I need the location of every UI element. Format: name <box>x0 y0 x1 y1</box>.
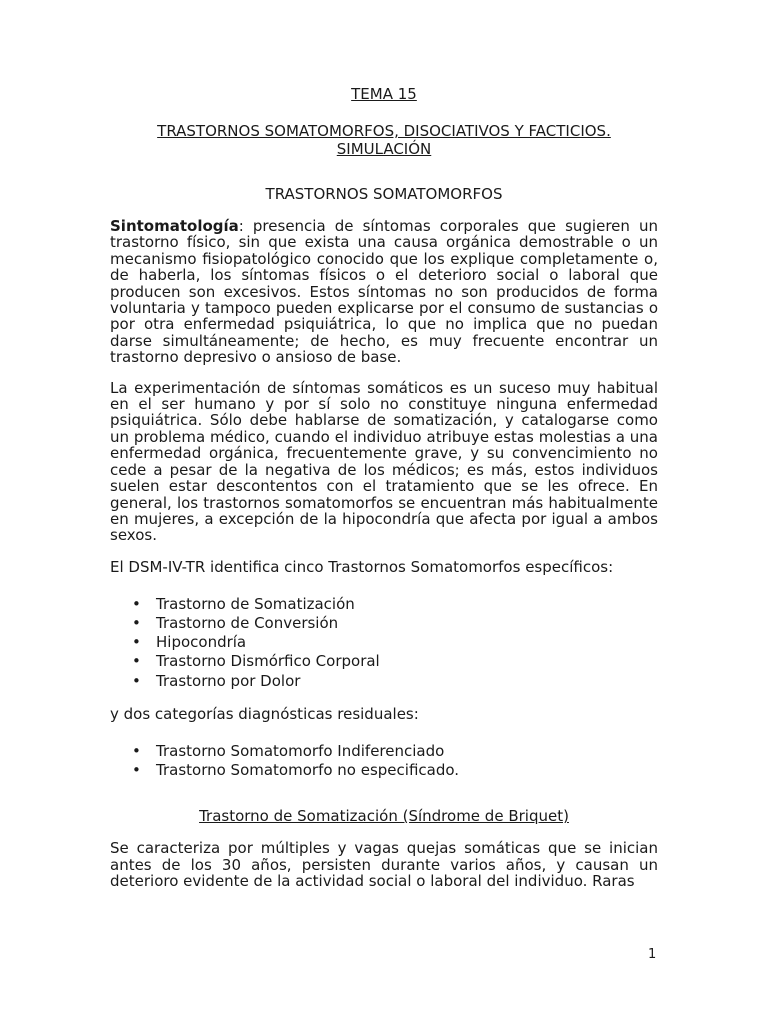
residual-categories-list <box>110 742 658 780</box>
specific-disorders-list <box>110 595 658 691</box>
list-item-label: Trastorno Somatomorfo no especificado. <box>156 760 460 779</box>
topic-number: TEMA 15 <box>351 85 417 103</box>
list-item <box>110 761 658 780</box>
document-title-line2: SIMULACIÓN <box>336 140 432 158</box>
document-page <box>110 84 658 889</box>
list-item-label: Trastorno Dismórfico Corporal <box>156 652 380 671</box>
page-number: 1 <box>648 947 657 962</box>
list-item <box>110 652 658 671</box>
bullet-icon: • <box>132 613 141 632</box>
symptomatology-paragraph <box>110 218 658 366</box>
list-item-label: Trastorno por Dolor <box>156 671 301 690</box>
list-item <box>110 633 658 652</box>
somatic-experience-paragraph: La experimentación de síntomas somáticos es un suceso muy habitual en el ser humano y por sí solo no constituye ninguna enfermedad psiquiátrica. Sólo debe hablarse de somatización, y catalogarse como un problema médico, cuando el individuo atribuye estas molestias a una enfermedad orgánica, frecuentemente grave, y su convencimiento no cede a pesar de la negativa de los médicos; es más, estos individuos suelen estar descontentos con el tratamiento que se les ofrece. En general, los trastornos somatomorfos se encuentran más habitualmente en mujeres, a excepción de la hipocondría que afecta por igual a ambos sexos. <box>110 378 658 545</box>
subsection-title: Trastorno de Somatización (Síndrome de Briquet) <box>199 807 569 826</box>
list-item-label: Trastorno Somatomorfo Indiferenciado <box>156 741 445 760</box>
residual-intro-text: y dos categorías diagnósticas residuales: <box>110 704 419 723</box>
list-item <box>110 672 658 691</box>
list-item <box>110 595 658 614</box>
list-item <box>110 614 658 633</box>
list-item-label: Trastorno de Conversión <box>156 613 339 632</box>
somatization-paragraph: Se caracteriza por múltiples y vagas quejas somáticas que se inician antes de los 30 años, persisten durante varios años, y causan un deterioro evidente de la actividad social o laboral del individuo. Raras <box>110 839 658 890</box>
list-item <box>110 742 658 761</box>
section-title: TRASTORNOS SOMATOMORFOS <box>265 185 503 203</box>
list-item-label: Hipocondría <box>156 633 247 652</box>
dsm-intro-text: El DSM-IV-TR identifica cinco Trastornos Somatomorfos específicos: <box>110 557 614 576</box>
symptomatology-lead: Sintomatología <box>110 217 239 235</box>
bullet-icon: • <box>132 594 141 613</box>
bullet-icon: • <box>132 652 141 671</box>
symptomatology-text: : presencia de síntomas corporales que sugieren un trastorno físico, sin que exista una causa orgánica demostrable o un mecanismo fisiopatológico conocido que los explique completamente o, de haberla, los síntomas físicos o el deterioro social o laboral que producen son excesivos. Estos síntomas no son producidos de forma voluntaria y tampoco pueden explicarse por el consumo de sustancias o por otra enfermedad psiquiátrica, lo que no implica que no puedan darse simultáneamente; de hecho, es muy frecuente encontrar un trastorno depresivo o ansioso de base. <box>110 217 658 367</box>
bullet-icon: • <box>132 741 141 760</box>
document-title-line1: TRASTORNOS SOMATOMORFOS, DISOCIATIVOS Y FACTICIOS. <box>157 122 611 140</box>
list-item-label: Trastorno de Somatización <box>156 594 355 613</box>
bullet-icon: • <box>132 633 141 652</box>
bullet-icon: • <box>132 760 141 779</box>
bullet-icon: • <box>132 671 141 690</box>
document-title <box>110 122 658 158</box>
